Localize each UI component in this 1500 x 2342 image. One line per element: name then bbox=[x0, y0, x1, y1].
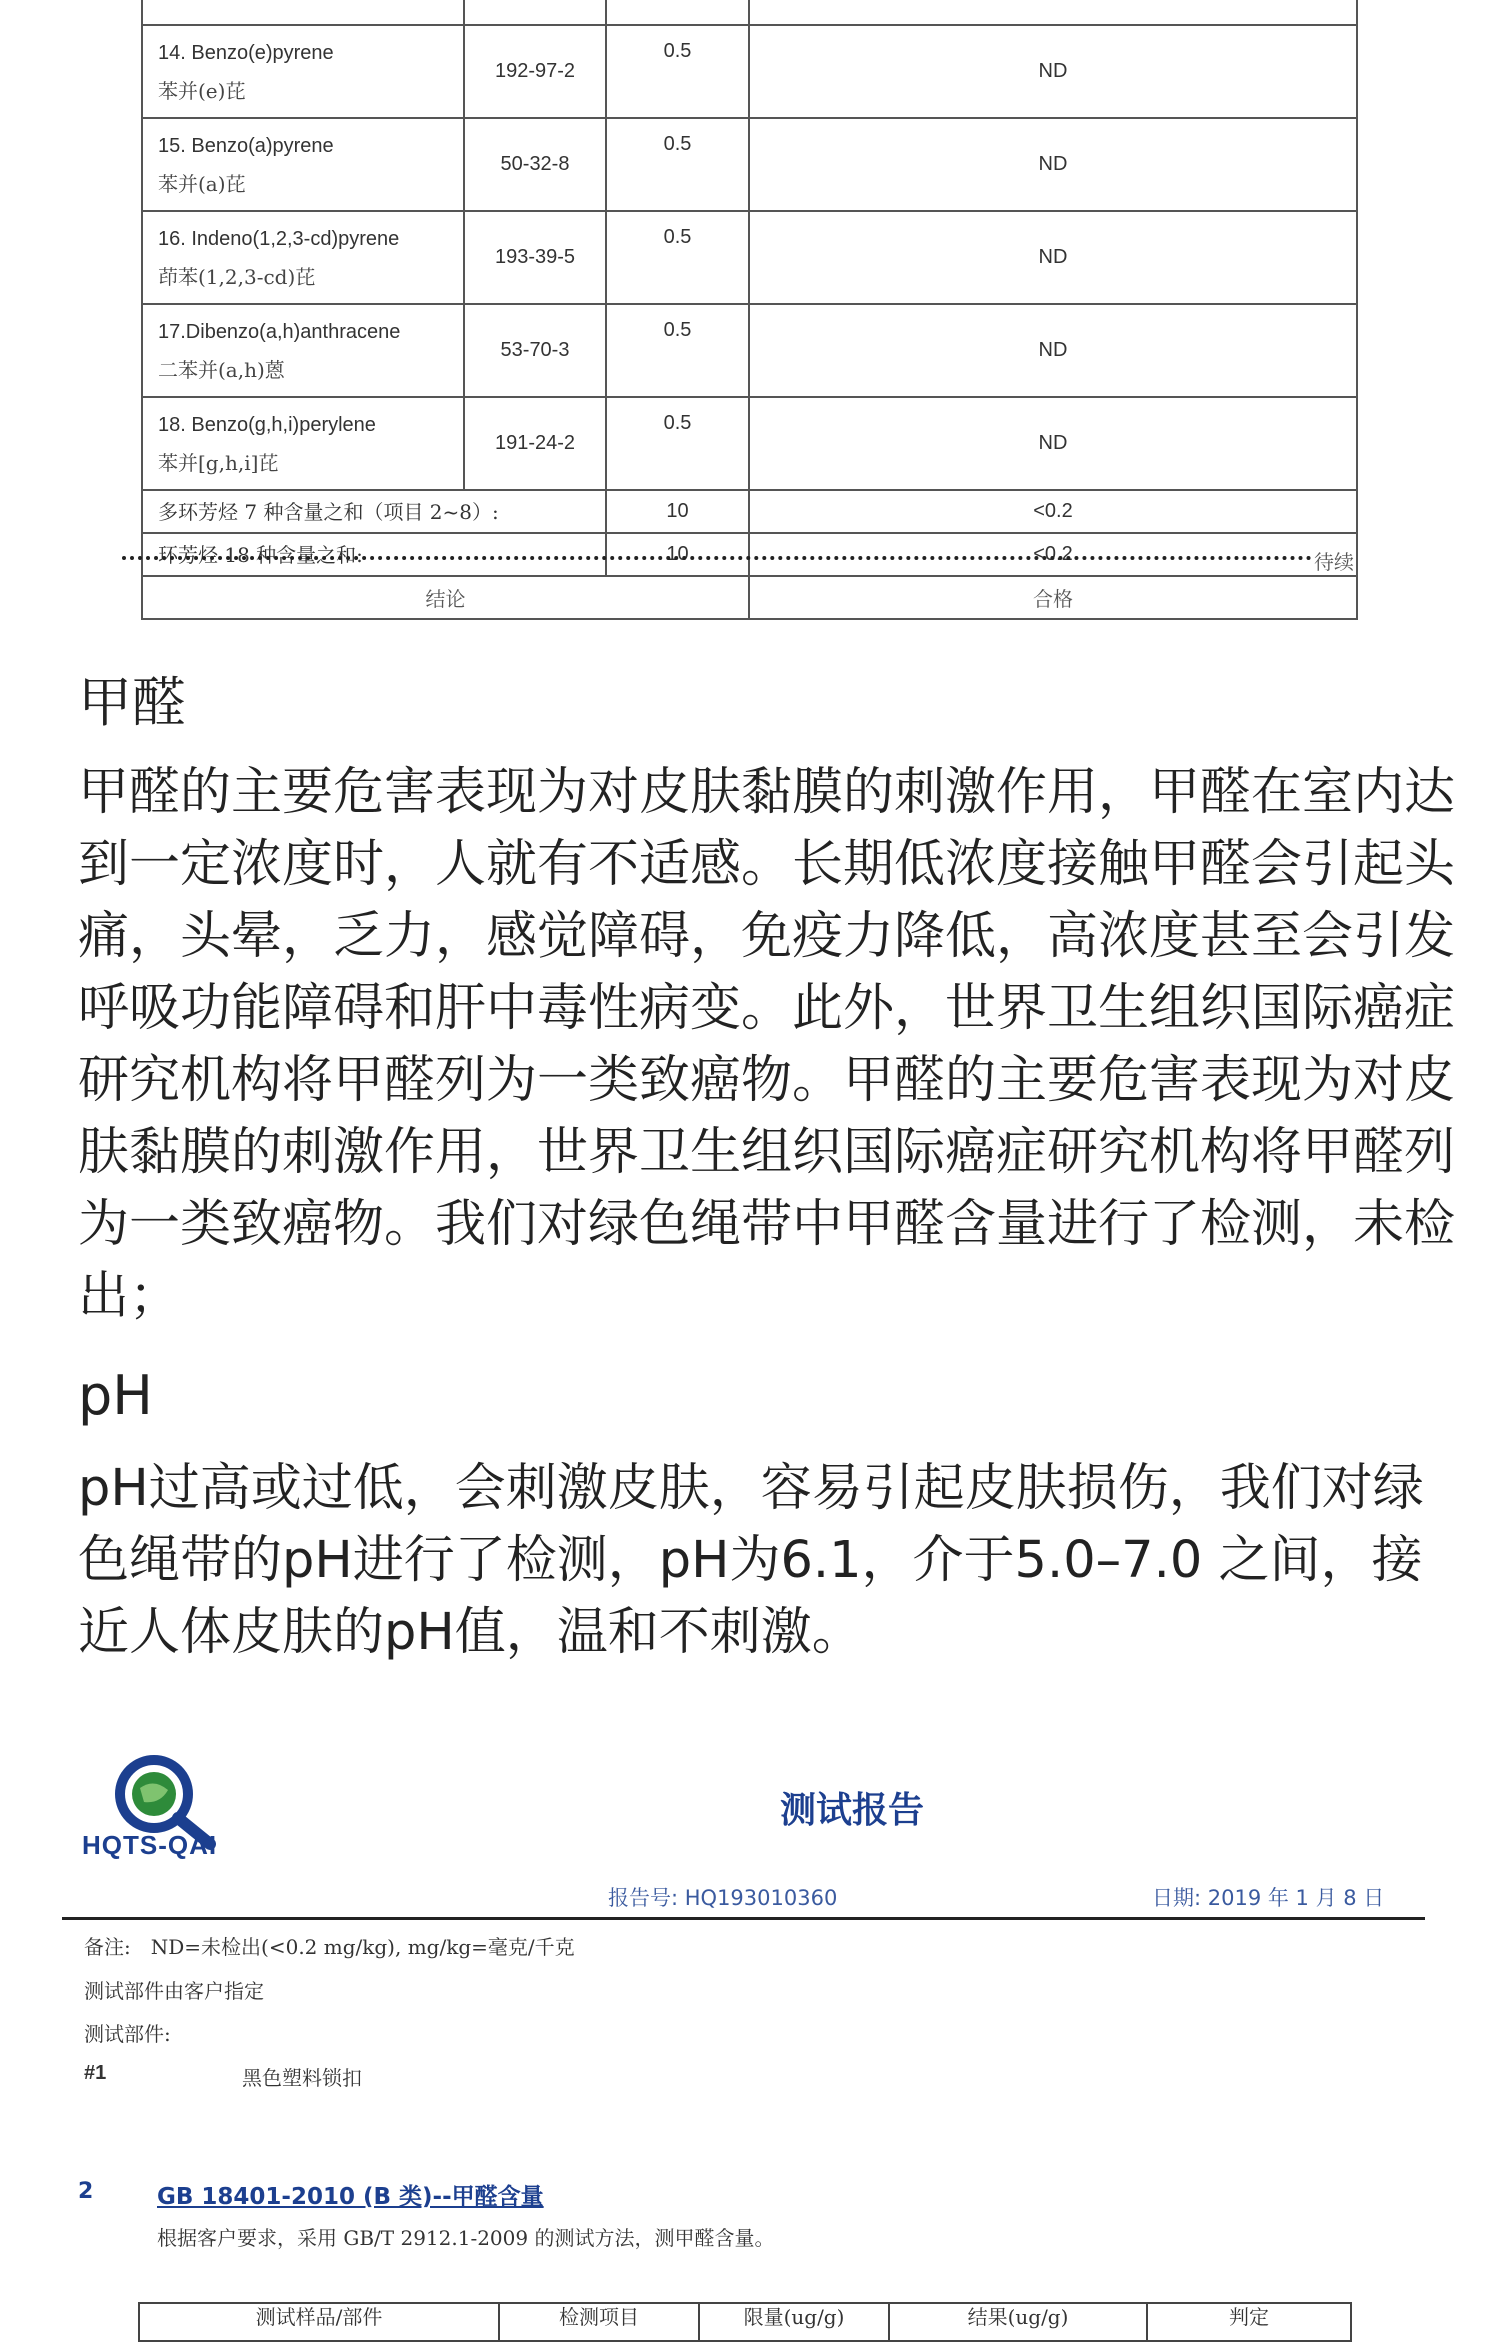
table-row bbox=[142, 397, 1357, 490]
result-value: ND bbox=[749, 118, 1357, 211]
conclusion-label: 结论 bbox=[142, 576, 749, 619]
logo-text: HQTS-QAI bbox=[82, 1830, 218, 1860]
sum-7-result: <0.2 bbox=[749, 490, 1357, 533]
sum-18-result: <0.2 bbox=[749, 533, 1357, 576]
ph-paragraph: pH过高或过低，会刺激皮肤，容易引起皮肤损伤，我们对绿色绳带的pH进行了检测，pH为6.1，介于5.0–7.0 之间，接近人体皮肤的pH值，温和不刺激。 bbox=[78, 1459, 1424, 1662]
substance-name: 15. Benzo(a)pyrene 苯并(a)芘 bbox=[142, 118, 464, 211]
limit-value: 0.5 bbox=[606, 25, 749, 118]
header-judgement: 判定 bbox=[1229, 2305, 1269, 2329]
limit-value: 0.5 bbox=[606, 118, 749, 211]
substance-name: 17.Dibenzo(a,h)anthracene 二苯并(a,h)蒽 bbox=[142, 304, 464, 397]
header-item: 检测项目 bbox=[500, 2304, 700, 2340]
cas-number: 192-97-2 bbox=[464, 25, 606, 118]
result-value: ND bbox=[749, 304, 1357, 397]
sum-7-row bbox=[142, 490, 1357, 533]
result-value: ND bbox=[749, 25, 1357, 118]
limit-value: 0.5 bbox=[606, 211, 749, 304]
result-value: ND bbox=[749, 211, 1357, 304]
sum-7-limit: 10 bbox=[606, 490, 749, 533]
conclusion-value: 合格 bbox=[749, 576, 1357, 619]
sum-18-row bbox=[142, 533, 1357, 576]
substance-name: 18. Benzo(g,h,i)perylene 苯并[g,h,i]芘 bbox=[142, 397, 464, 490]
header-limit: 限量(ug/g) bbox=[700, 2304, 890, 2340]
header-result: 结果(ug/g) bbox=[890, 2304, 1148, 2340]
cas-number: 50-32-8 bbox=[464, 118, 606, 211]
formaldehyde-heading: 甲醛 bbox=[78, 671, 186, 734]
sum-18-label: 环芳烃 18 种含量之和: bbox=[142, 533, 606, 576]
continued-label: 待续 bbox=[1314, 550, 1354, 574]
table-row bbox=[142, 25, 1357, 118]
substance-name: 14. Benzo(e)pyrene 苯并(e)芘 bbox=[142, 25, 464, 118]
substance-name: 16. Indeno(1,2,3-cd)pyrene 茚苯(1,2,3-cd)芘 bbox=[142, 211, 464, 304]
section-number: 2 bbox=[78, 2179, 94, 2204]
section-description: 根据客户要求，采用 GB/T 2912.1-2009 的测试方法，测甲醛含量。 bbox=[157, 2226, 775, 2250]
table-row bbox=[142, 0, 1357, 25]
cas-number: 191-24-2 bbox=[464, 397, 606, 490]
sum-7-label: 多环芳烃 7 种含量之和（项目 2~8）: bbox=[142, 490, 606, 533]
report-number: 报告号: HQ193010360 bbox=[608, 1886, 838, 1910]
cas-number: 53-70-3 bbox=[464, 304, 606, 397]
conclusion-row bbox=[142, 576, 1357, 619]
formaldehyde-table-header bbox=[138, 2302, 1352, 2342]
table-row bbox=[142, 304, 1357, 397]
pah-results-table bbox=[141, 0, 1358, 620]
report-date: 日期: 2019 年 1 月 8 日 bbox=[1152, 1886, 1385, 1910]
cas-number: 193-39-5 bbox=[464, 211, 606, 304]
limit-value: 0.5 bbox=[606, 304, 749, 397]
ph-heading: pH bbox=[78, 1364, 153, 1427]
table-row bbox=[142, 118, 1357, 211]
table-row bbox=[142, 211, 1357, 304]
part-description: 黑色塑料锁扣 bbox=[242, 2066, 362, 2090]
part-label: 测试部件: bbox=[84, 2022, 171, 2046]
report-title: 测试报告 bbox=[780, 1789, 925, 1831]
part-number: #1 bbox=[84, 2062, 107, 2084]
remark-note: 备注: ND=未检出(<0.2 mg/kg), mg/kg=毫克/千克 bbox=[84, 1935, 575, 1959]
part-assigned-note: 测试部件由客户指定 bbox=[84, 1979, 264, 2003]
limit-value: 0.5 bbox=[606, 397, 749, 490]
header-rule bbox=[62, 1917, 1425, 1920]
result-value: ND bbox=[749, 397, 1357, 490]
section-title: GB 18401-2010 (B 类)--甲醛含量 bbox=[157, 2184, 544, 2210]
formaldehyde-paragraph: 甲醛的主要危害表现为对皮肤黏膜的刺激作用，甲醛在室内达到一定浓度时，人就有不适感。长期低浓度接触甲醛会引起头痛，头晕，乏力，感觉障碍，免疫力降低，高浓度甚至会引发呼吸功能障碍和肝中毒性病变。此外，世界卫生组织国际癌症研究机构将甲醛列为一类致癌物。甲醛的主要危害表现为对皮肤黏膜的刺激作用，世界卫生组织国际癌症研究机构将甲醛列为一类致癌物。我们对绿色绳带中甲醛含量进行了检测，未检出； bbox=[78, 763, 1456, 1326]
header-sample: 测试样品/部件 bbox=[140, 2304, 500, 2340]
continued-divider bbox=[122, 556, 1312, 560]
sum-18-limit: 10 bbox=[606, 533, 749, 576]
